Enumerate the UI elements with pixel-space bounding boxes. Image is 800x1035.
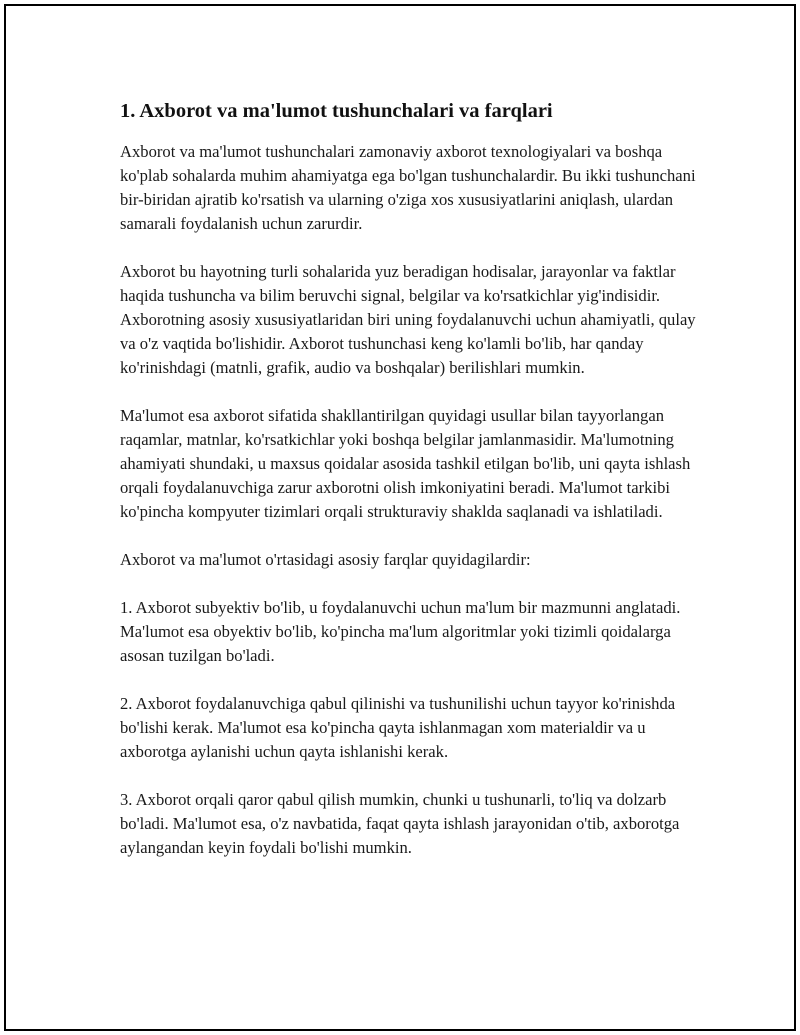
list-item-difference-3: 3. Axborot orqali qaror qabul qilish mumkin, chunki u tushunarli, to'liq va dolzarb bo'ladi. Ma'lumot esa, o'z navbatida, faqat qayta ishlash jarayonidan o'tib, axborotga aylangandan keyin foydali bo'lishi mumkin.: [120, 790, 680, 857]
paragraph-intro: Axborot va ma'lumot tushunchalari zamonaviy axborot texnologiyalari va boshqa ko'plab sohalarda muhim ahamiyatga ega bo'lgan tushunchalardir. Bu ikki tushunchani bir-biridan ajratib ko'rsatish va ularning o'ziga xos xususiyatlarini aniqlash, ulardan samarali foydalanish uchun zarurdir.: [120, 142, 696, 233]
section-heading: 1. Axborot va ma'lumot tushunchalari va farqlari: [120, 100, 553, 122]
list-item-difference-2: 2. Axborot foydalanuvchiga qabul qilinishi va tushunilishi uchun tayyor ko'rinishda bo'lishi kerak. Ma'lumot esa ko'pincha qayta ishlanmagan xom materialdir va u axborotga aylanishi uchun qayta ishlanishi kerak.: [120, 694, 676, 761]
list-item-difference-1: 1. Axborot subyektiv bo'lib, u foydalanuvchi uchun ma'lum bir mazmunni anglatadi. Ma'lumot esa obyektiv bo'lib, ko'pincha ma'lum algoritmlar yoki tizimli qoidalarga asosan tuzilgan bo'ladi.: [120, 598, 681, 665]
page-frame: [4, 4, 796, 1031]
document-body: [120, 98, 700, 860]
paragraph-axborot-definition: Axborot bu hayotning turli sohalarida yuz beradigan hodisalar, jarayonlar va faktlar haqida tushuncha va bilim beruvchi signal, belgilar va ko'rsatkichlar yig'indisidir. Axborotning asosiy xususiyatlaridan biri uning foydalanuvchi uchun ahamiyatli, qulay va o'z vaqtida bo'lishidir. Axborot tushunchasi keng ko'lamli bo'lib, har qanday ko'rinishdagi (matnli, grafik, audio va boshqalar) berilishlari mumkin.: [120, 262, 696, 377]
paragraph-malumot-definition: Ma'lumot esa axborot sifatida shakllantirilgan quyidagi usullar bilan tayyorlangan raqamlar, matnlar, ko'rsatkichlar yoki boshqa belgilar jamlanmasidir. Ma'lumotning ahamiyati shundaki, u maxsus qoidalar asosida tashkil etilgan bo'lib, uni qayta ishlash orqali foydalanuvchiga zarur axborotni olish imkoniyatini beradi. Ma'lumot tarkibi ko'pincha kompyuter tizimlari orqali strukturaviy shaklda saqlanadi va ishlatiladi.: [120, 406, 691, 521]
paragraph-differences-intro: Axborot va ma'lumot o'rtasidagi asosiy farqlar quyidagilardir:: [120, 550, 531, 569]
